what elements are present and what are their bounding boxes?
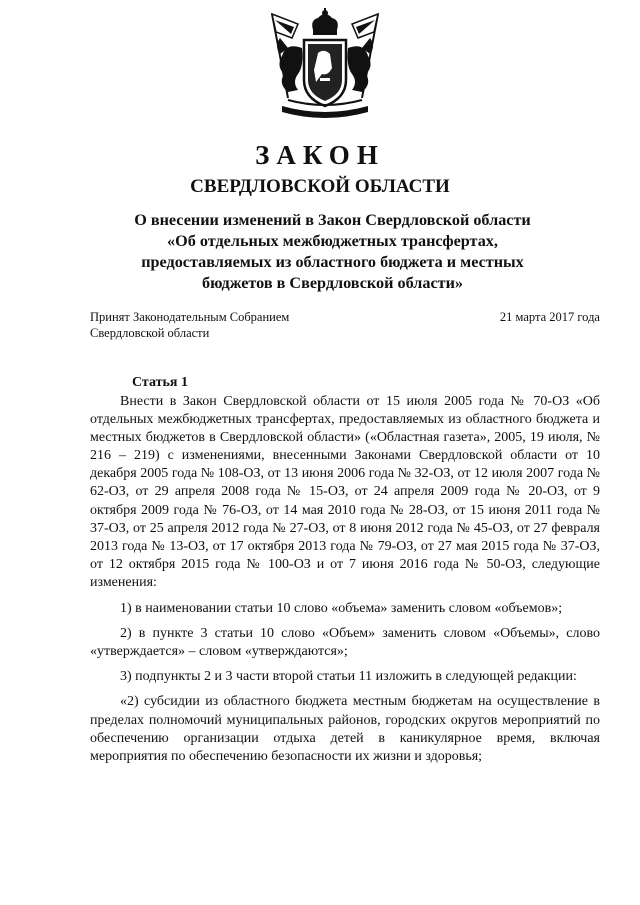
adoption-date: 21 марта 2017 года — [499, 310, 600, 324]
adopted-by — [90, 309, 330, 341]
article-paragraph: «2) субсидии из областного бюджета местным бюджетам на осуществление в пределах полномочий муниципальных районов, городских округов мероприятий по обеспечению организации отдыха детей в каникулярное время, включая мероприятия по обеспечению безопасности их жизни и здоровья; — [90, 694, 600, 764]
article-paragraph: 1) в наименовании статьи 10 слово «объема» заменить словом «объемов»; — [120, 601, 563, 617]
article-paragraph: 2) в пункте 3 статьи 10 слово «Объем» заменить словом «Объемы», слово «утверждается» – словом «утверждаются»; — [90, 626, 600, 660]
adopted-line: Свердловской области — [90, 326, 210, 340]
coat-of-arms-icon — [258, 8, 392, 123]
page-subtitle: СВЕРДЛОВСКОЙ ОБЛАСТИ — [190, 176, 450, 197]
heading-line: «Об отдельных межбюджетных трансфертах, — [167, 232, 498, 250]
heading-line: предоставляемых из областного бюджета и местных — [141, 253, 524, 271]
adopted-line: Принят Законодательным Собранием — [90, 310, 290, 324]
heading-line: О внесении изменений в Закон Свердловской области — [134, 211, 531, 229]
heading-line: бюджетов в Свердловской области» — [201, 274, 464, 292]
article-title: Статья 1 — [132, 375, 188, 390]
document-heading — [60, 210, 605, 294]
page-title: ЗАКОН — [255, 140, 385, 170]
article-body — [90, 393, 600, 773]
article-paragraph: 3) подпункты 2 и 3 части второй статьи 11 изложить в следующей редакции: — [120, 669, 577, 685]
article-paragraph: Внести в Закон Свердловской области от 15 июля 2005 года № 70-ОЗ «Об отдельных межбюджетных трансфертах, предоставляемых из областного бюджета и местных бюджетов в Свердловской области» («Областная газета», 2005, 19 июля, № 216 – 219) с изменениями, внесенными Законами Свердловской области от 10 декабря 2005 года № 108-ОЗ, от 13 июня 2006 года № 32-ОЗ, от 12 июля 2007 года № 62-ОЗ, от 29 апреля 2008 года № 15-ОЗ, от 24 апреля 2009 года № 20-ОЗ, от 9 октября 2009 года № 76-ОЗ, от 14 мая 2010 года № 28-ОЗ, от 15 июня 2011 года № 37-ОЗ, от 25 апреля 2012 года № 27-ОЗ, от 8 июня 2012 года № 45-ОЗ, от 27 февраля 2013 года № 13-ОЗ, от 17 октября 2013 года № 79-ОЗ, от 27 мая 2015 года № 37-ОЗ, от 12 октября 2015 года № 100-ОЗ и от 7 июня 2016 года № 50-ОЗ, следующие изменения: — [90, 394, 600, 590]
